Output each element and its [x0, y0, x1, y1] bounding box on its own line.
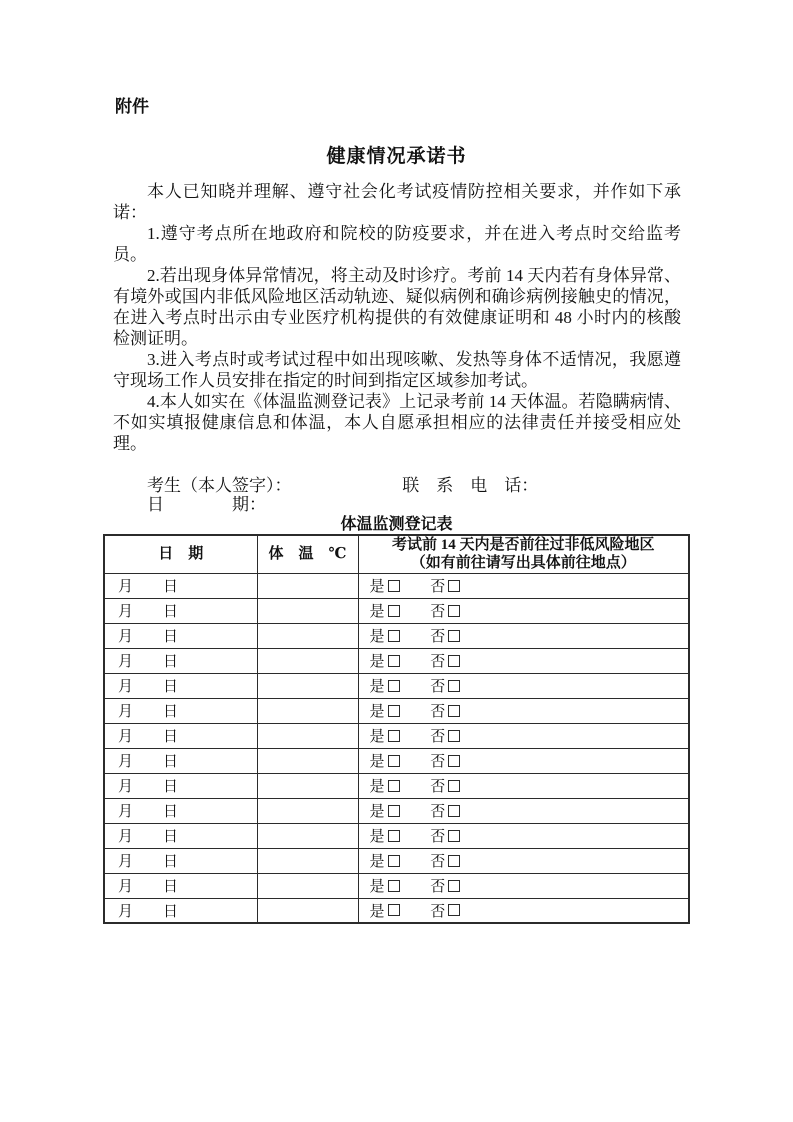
no-option: [430, 775, 460, 796]
no-checkbox[interactable]: [448, 630, 460, 642]
no-option: [430, 875, 460, 896]
no-option: [430, 650, 460, 671]
header-temperature: 体 温 ℃: [257, 535, 358, 573]
yes-label: 是: [369, 629, 385, 645]
table-row: [104, 673, 689, 698]
signature-line: [113, 476, 681, 495]
header-travel: [358, 535, 689, 573]
date-cell-label: 月 日: [118, 804, 179, 820]
date-cell: [104, 848, 257, 873]
no-checkbox[interactable]: [448, 605, 460, 617]
yes-checkbox[interactable]: [388, 605, 400, 617]
date-cell: [104, 623, 257, 648]
no-label: 否: [430, 679, 446, 695]
yes-checkbox[interactable]: [388, 855, 400, 867]
temperature-cell[interactable]: [257, 798, 358, 823]
table-row: [104, 623, 689, 648]
no-label: 否: [430, 729, 446, 745]
date-cell-label: 月 日: [118, 579, 179, 595]
date-cell-label: 月 日: [118, 704, 179, 720]
temperature-cell[interactable]: [257, 873, 358, 898]
temperature-cell[interactable]: [257, 723, 358, 748]
travel-cell: [358, 673, 689, 698]
no-label: 否: [430, 629, 446, 645]
temperature-cell[interactable]: [257, 698, 358, 723]
table-row: [104, 873, 689, 898]
yes-checkbox[interactable]: [388, 680, 400, 692]
yes-checkbox[interactable]: [388, 705, 400, 717]
no-label: 否: [430, 654, 446, 670]
date-cell: [104, 898, 257, 923]
yes-option: [370, 850, 400, 871]
date-cell-label: 月 日: [118, 604, 179, 620]
temperature-cell[interactable]: [257, 773, 358, 798]
yes-option: [370, 800, 400, 821]
date-cell: [104, 748, 257, 773]
travel-cell: [358, 798, 689, 823]
yes-option: [370, 750, 400, 771]
no-option: [430, 800, 460, 821]
no-option: [430, 750, 460, 771]
no-label: 否: [430, 754, 446, 770]
paragraph-item-2: 2.若出现身体异常情况，将主动及时诊疗。考前 14 天内若有身体异常、有境外或国内非低风险地区活动轨迹、疑似病例和确诊病例接触史的情况，在进入考点时出示由专业医疗机构提供的有效健康证明和 48 小时内的核酸检测证明。: [113, 266, 681, 348]
yes-checkbox[interactable]: [388, 730, 400, 742]
date-cell-label: 月 日: [118, 903, 179, 920]
no-label: 否: [430, 879, 446, 895]
table-row: [104, 698, 689, 723]
yes-checkbox[interactable]: [388, 830, 400, 842]
commitment-text: [113, 181, 681, 454]
date-cell-label: 月 日: [118, 679, 179, 695]
yes-label: 是: [369, 779, 385, 795]
travel-cell: [358, 848, 689, 873]
table-row: [104, 573, 689, 598]
temperature-table-body: [104, 573, 689, 923]
yes-checkbox[interactable]: [388, 755, 400, 767]
yes-checkbox[interactable]: [388, 805, 400, 817]
temperature-cell[interactable]: [257, 848, 358, 873]
date-cell: [104, 773, 257, 798]
table-title: 体温监测登记表: [340, 516, 453, 533]
table-row: [104, 598, 689, 623]
yes-checkbox[interactable]: [388, 655, 400, 667]
yes-checkbox[interactable]: [388, 904, 400, 916]
yes-checkbox[interactable]: [388, 880, 400, 892]
no-checkbox[interactable]: [448, 680, 460, 692]
no-checkbox[interactable]: [448, 880, 460, 892]
date-cell-label: 月 日: [118, 754, 179, 770]
no-option: [430, 575, 460, 596]
date-cell-label: 月 日: [118, 629, 179, 645]
travel-cell: [358, 898, 689, 923]
date-cell-label: 月 日: [118, 729, 179, 745]
temperature-cell[interactable]: [257, 748, 358, 773]
table-row: [104, 773, 689, 798]
no-checkbox[interactable]: [448, 655, 460, 667]
no-checkbox[interactable]: [448, 805, 460, 817]
table-row: [104, 748, 689, 773]
paragraph-intro: 本人已知晓并理解、遵守社会化考试疫情防控相关要求，并作如下承诺：: [113, 182, 681, 222]
no-label: 否: [430, 804, 446, 820]
no-checkbox[interactable]: [448, 904, 460, 916]
no-option: [430, 675, 460, 696]
yes-option: [370, 900, 400, 921]
yes-label: 是: [369, 829, 385, 845]
date-cell: [104, 573, 257, 598]
yes-checkbox[interactable]: [388, 780, 400, 792]
yes-option: [370, 775, 400, 796]
date-cell: [104, 648, 257, 673]
temperature-cell[interactable]: [257, 823, 358, 848]
date-cell: [104, 873, 257, 898]
no-checkbox[interactable]: [448, 705, 460, 717]
yes-option: [370, 675, 400, 696]
header-travel-line2: （如有前往请写出具体前往地点）: [410, 555, 636, 572]
yes-label: 是: [369, 854, 385, 870]
yes-label: 是: [369, 754, 385, 770]
paragraph-item-4: 4.本人如实在《体温监测登记表》上记录考前 14 天体温。若隐瞒病情、不如实填报健康信息和体温，本人自愿承担相应的法律责任并接受相应处理。: [113, 392, 681, 453]
no-option: [430, 850, 460, 871]
travel-cell: [358, 648, 689, 673]
temperature-cell[interactable]: [257, 623, 358, 648]
paragraph-item-1: 1.遵守考点所在地政府和院校的防疫要求，并在进入考点时交给监考员。: [113, 224, 681, 264]
yes-option: [370, 700, 400, 721]
date-cell-label: 月 日: [118, 854, 179, 870]
date-cell: [104, 698, 257, 723]
travel-cell: [358, 823, 689, 848]
table-header-row: [104, 535, 689, 573]
date-cell: [104, 723, 257, 748]
temperature-cell[interactable]: [257, 573, 358, 598]
table-row: [104, 848, 689, 873]
no-checkbox[interactable]: [448, 830, 460, 842]
phone-label: 联 系 电 话：: [402, 476, 539, 495]
no-checkbox[interactable]: [448, 580, 460, 592]
no-checkbox[interactable]: [448, 755, 460, 767]
temperature-cell[interactable]: [257, 898, 358, 923]
yes-checkbox[interactable]: [388, 580, 400, 592]
yes-label: 是: [369, 729, 385, 745]
travel-cell: [358, 573, 689, 598]
no-label: 否: [430, 604, 446, 620]
no-label: 否: [430, 854, 446, 870]
signer-label: 考生（本人签字）：: [147, 476, 292, 495]
table-row: [104, 723, 689, 748]
no-label: 否: [430, 903, 446, 920]
no-label: 否: [430, 779, 446, 795]
paragraph-item-3: 3.进入考点时或考试过程中如出现咳嗽、发热等身体不适情况，我愿遵守现场工作人员安排在指定的时间到指定区域参加考试。: [113, 350, 681, 390]
yes-label: 是: [369, 604, 385, 620]
yes-label: 是: [369, 654, 385, 670]
yes-option: [370, 625, 400, 646]
no-label: 否: [430, 579, 446, 595]
date-cell: [104, 798, 257, 823]
yes-label: 是: [369, 804, 385, 820]
travel-cell: [358, 723, 689, 748]
no-option: [430, 825, 460, 846]
yes-option: [370, 875, 400, 896]
no-option: [430, 625, 460, 646]
travel-cell: [358, 623, 689, 648]
no-checkbox[interactable]: [448, 855, 460, 867]
yes-label: 是: [369, 679, 385, 695]
header-date: 日 期: [104, 535, 257, 573]
yes-option: [370, 725, 400, 746]
no-label: 否: [430, 829, 446, 845]
temperature-cell[interactable]: [257, 598, 358, 623]
yes-label: 是: [369, 704, 385, 720]
no-option: [430, 725, 460, 746]
travel-cell: [358, 598, 689, 623]
date-line: [147, 495, 681, 514]
table-row: [104, 648, 689, 673]
signature-block: [113, 476, 681, 514]
yes-option: [370, 825, 400, 846]
table-row: [104, 898, 689, 923]
date-cell: [104, 823, 257, 848]
table-row: [104, 798, 689, 823]
yes-label: 是: [369, 879, 385, 895]
temperature-cell[interactable]: [257, 648, 358, 673]
yes-checkbox[interactable]: [388, 630, 400, 642]
yes-option: [370, 575, 400, 596]
travel-cell: [358, 773, 689, 798]
date-label: 日 期：: [147, 495, 266, 514]
travel-cell: [358, 873, 689, 898]
no-option: [430, 900, 460, 921]
document-title: 健康情况承诺书: [326, 146, 467, 167]
no-option: [430, 700, 460, 721]
attachment-label: 附件: [115, 97, 149, 116]
yes-option: [370, 650, 400, 671]
date-cell: [104, 673, 257, 698]
date-cell-label: 月 日: [118, 779, 179, 795]
no-checkbox[interactable]: [448, 780, 460, 792]
yes-option: [370, 600, 400, 621]
travel-cell: [358, 698, 689, 723]
no-label: 否: [430, 704, 446, 720]
date-cell-label: 月 日: [118, 879, 179, 895]
table-row: [104, 823, 689, 848]
header-travel-line1: 考试前 14 天内是否前往过非低风险地区: [391, 537, 655, 554]
no-checkbox[interactable]: [448, 730, 460, 742]
temperature-table: [103, 534, 690, 924]
date-cell-label: 月 日: [118, 829, 179, 845]
date-cell: [104, 598, 257, 623]
temperature-cell[interactable]: [257, 673, 358, 698]
travel-cell: [358, 748, 689, 773]
yes-label: 是: [369, 903, 385, 920]
date-cell-label: 月 日: [118, 654, 179, 670]
no-option: [430, 600, 460, 621]
yes-label: 是: [369, 579, 385, 595]
